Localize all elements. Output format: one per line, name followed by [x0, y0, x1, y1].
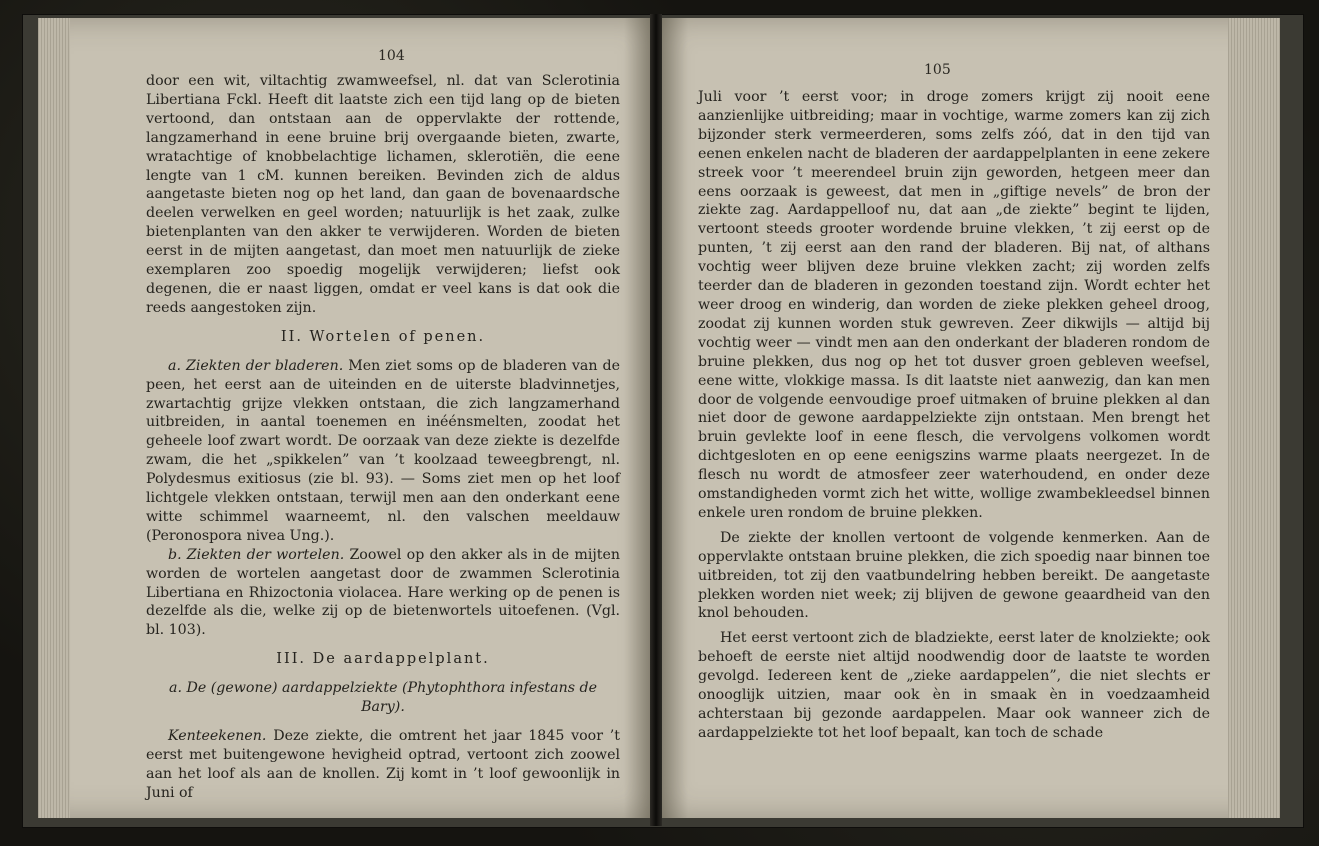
left-page-body: [146, 72, 620, 803]
paragraph: Het eerst vertoont zich de bladziekte, eerst later de knolziekte; ook behoeft de eerste niet altijd noodwendig door de laatste te worden gevolgd. Iedereen kent de „zieke aardappelen”, die niet slechts er onooglijk uitzien, maar ook èn in smaak èn in voedzaamheid achterstaan bij gezonde aardappelen. Maar ook wanneer zich de aardappelziekte tot het loof bepaalt, kan toch de schade: [698, 630, 1210, 741]
page-number: 105: [924, 62, 951, 78]
paragraph: Kenteekenen. Deze ziekte, die omtrent het jaar 1845 voor ’t eerst met buitengewone hevigheid optrad, vertoont zich zoowel aan het loof als aan de knollen. Zij komt in ’t loof gewoonlijk in Juni of: [146, 728, 621, 801]
book-gutter: [650, 14, 662, 826]
paragraph-label: Kenteekenen.: [168, 728, 267, 744]
section-heading: III. De aardappelplant.: [276, 651, 490, 668]
sub-heading: a. De (gewone) aardappelziekte (Phytophthora infestans de Bary).: [169, 680, 597, 716]
paragraph: Juli voor ’t eerst voor; in droge zomers krijgt zij nooit eene aanzienlijke uitbreiding; maar in vochtige, warme zomers kan zij zich bijzonder sterk vermeerderen, soms zelfs zóó, dat in den tijd van eenen enkelen nacht de bladeren der aardappelplanten in eene zekere streek voor ’t meerendeel bruin zijn geworden, hetgeen meer dan eens oorzaak is geweest, dat men in „giftige nevels” de bron der ziekte zag. Aardappelloof nu, dat aan „de ziekte” begint te lijden, vertoont steeds grooter wordende bruine vlekken, ’t zij eerst op de punten, ’t zij eerst aan den rand der bladeren. Bij nat, of althans vochtig weer blijven deze bruine vlekken zacht; zij worden zelfs teerder dan de bladeren in gezonden toestand zijn. Wordt echter het weer droog en winderig, dan worden de zieke plekken geheel droog, zoodat zij kunnen worden stuk gewreven. Zeer dikwijls — altijd bij vochtig weer — vindt men aan den onderkant der bladeren rondom de bruine plekken, dus nog op het tot dusver groen gebleven weefsel, eene witte, vlokkige massa. Is dit laatste niet aanwezig, dan kan men door de volgende eenvoudige proef uitmaken of bruine plekken al dan niet door de gewone aardappelziekte zijn ontstaan. Men brengt het bruin gevlekte loof in eene flesch, die vervolgens volkomen wordt dichtgesloten en op eene eenigszins warme plaats neergezet. In de flesch nu wordt de atmosfeer zeer waterhoudend, en onder deze omstandigheden vormt zich het witte, wollige zwambekleedsel binnen enkele uren rondom de bruine plekken.: [698, 89, 1210, 521]
paragraph: De ziekte der knollen vertoont de volgende kenmerken. Aan de oppervlakte ontstaan bruine plekken, die zich spoedig naar binnen toe uitbreiden, tot zij den vaatbundelring hebben bereikt. De aangetaste plekken worden niet week; zij blijven de gewone geaardheid van den knol behouden.: [698, 529, 1210, 622]
left-page: [38, 18, 650, 818]
paragraph-label: b. Ziekten der wortelen.: [168, 546, 345, 563]
page-number: 104: [378, 48, 405, 64]
section-heading: II. Wortelen of penen.: [280, 328, 486, 345]
paragraph-label: a. Ziekten der bladeren.: [168, 357, 344, 374]
paragraph: b. Ziekten der wortelen. Zoowel op den akker als in de mijten worden de wortelen aangetast door de zwammen Sclerotinia Libertiana en Rhizoctonia violacea. Hare werking op de penen is dezelfde als die, welke zij op de bietenwortels uitoefenen. (Vgl. bl. 103).: [146, 546, 620, 639]
right-page: [662, 18, 1280, 818]
paragraph: door een wit, viltachtig zwamweefsel, nl. dat van Sclerotinia Libertiana Fckl. Heeft dit laatste zich een tijd lang op de bieten vertoond, dan ontstaan aan de oppervlakte der rottende, langzamerhand in eene bruine brij overgaande bieten, zwarte, wratachtige of knobbelachtige lichamen, sklerotiën, die eene lengte van 1 cM. kunnen bereiken. Bevinden zich de aldus aangetaste bieten nog op het land, dan gaan de bovenaardsche deelen verwelken en geel worden; natuurlijk is het zaak, zulke bietenplanten van den akker te verwijderen. Worden de bieten eerst in de mijten aangetast, dan moet men natuurlijk de zieke exemplaren zoo spoedig mogelijk verwijderen; liefst ook degenen, die er naast liggen, omdat er veel kans is dat ook die reeds aangestoken zijn.: [146, 73, 620, 316]
right-page-body: [698, 88, 1210, 743]
paragraph: a. Ziekten der bladeren. Men ziet soms op de bladeren van de peen, het eerst aan de uiteinden en de uiterste bladvinnetjes, zwartachtig grijze vlekken ontstaan, die zich langzamerhand uitbreiden, in aantal toenemen en inéénsmelten, zoodat het geheele loof zwart wordt. De oorzaak van deze ziekte is dezelfde zwam, die het „spikkelen” van ’t koolzaad teweegbrengt, nl. Polydesmus exitiosus (zie bl. 93). — Soms ziet men op het loof lichtgele vlekken ontstaan, terwijl men aan den onderkant eene witte schimmel waarneemt, nl. den valschen meeldauw (Peronospora nivea Ung.).: [146, 357, 621, 544]
